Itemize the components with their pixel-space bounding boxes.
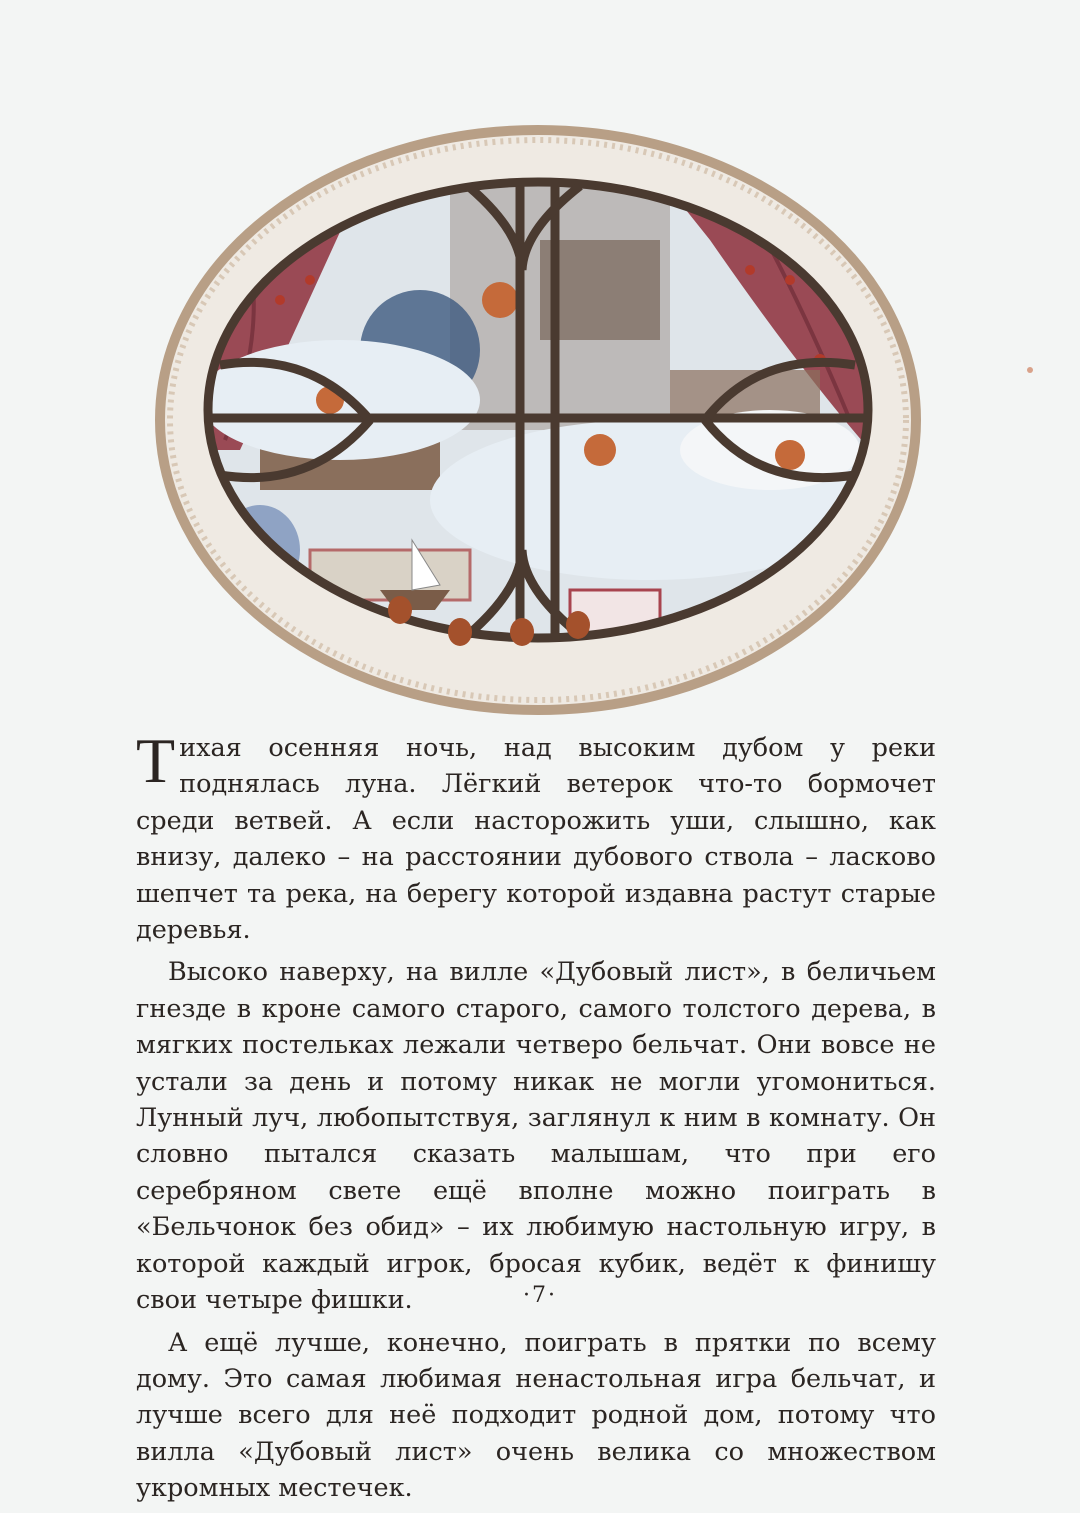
page-number: ·7· [523,1283,557,1308]
squirrel [584,434,616,466]
paragraph-3: А ещё лучше, конечно, поиграть в прятки по всему дому. Это самая любимая ненастольная игра бельчат, и лучше всего для неё подходит родной дом, потому что вилла «Дубовый лист» очень велика со множеством укромных местечек. [136,1327,936,1504]
window-illustration [150,120,925,720]
story-text [136,725,936,1513]
paragraph-1-text: ихая осенняя ночь, над высоким дубом у реки поднялась луна. Лёгкий ветерок что-то бормочет среди ветвей. А если насторожить уши, слышно, как внизу, далеко – на расстоянии дубового ствола – ласково шепчет та река, на берегу которой издавна растут старые деревья. [136,733,936,946]
drop-cap: Т [136,725,176,796]
squirrel [482,282,518,318]
paper-spot [1027,367,1033,373]
paragraph-2: Высоко наверху, на вилле «Дубовый лист», в беличьем гнезде в кроне самого старого, самого толстого дерева, в мягких постельках лежали четверо бельчат. Они вовсе не устали за день и потому никак не могли угомониться. Лунный луч, любопытствуя, заглянул к ним в комнату. Он словно пытался сказать малышам, что при его серебряном свете ещё вполне можно поиграть в «Бельчонок без обид» – их любимую настольную игру, в которой каждый игрок, бросая кубик, ведёт к финишу свои четыре фишки. [136,957,936,1316]
squirrel [775,440,805,470]
paragraph-1 [136,725,936,948]
